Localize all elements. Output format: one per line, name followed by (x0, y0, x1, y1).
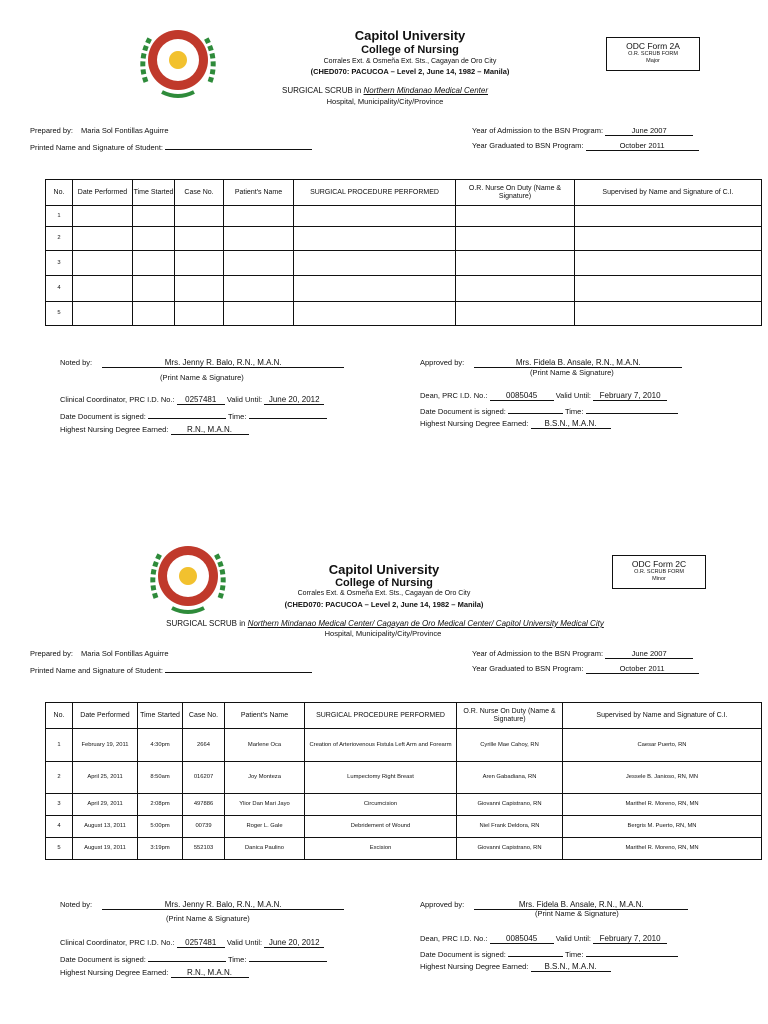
table-row (46, 729, 762, 762)
row-patient: Roger L. Gale (225, 816, 305, 838)
table-row (46, 794, 762, 816)
admission-row (472, 126, 693, 136)
admission-value: June 2007 (605, 649, 693, 659)
table-row (46, 302, 762, 326)
prepared-by-name: Maria Sol Fontillas Aguirre (81, 649, 169, 658)
graduated-label: Year Graduated to BSN Program: (472, 141, 584, 150)
cc-degree: R.N., M.A.N. (171, 968, 249, 978)
row-no: 5 (46, 302, 73, 326)
row-no: 3 (46, 251, 73, 276)
row-procedure (294, 227, 456, 251)
form-code: ODC Form 2C (631, 559, 687, 569)
cc-time-line (249, 953, 327, 962)
table-header-row (46, 180, 762, 206)
cc-valid-label: Valid Until: (226, 938, 263, 947)
col-nurse: O.R. Nurse On Duty (Name & Signature) (457, 703, 563, 729)
row-nurse (456, 206, 575, 227)
cc-date-label: Date Document is signed: (60, 955, 146, 964)
row-procedure (294, 206, 456, 227)
table-row (46, 816, 762, 838)
cc-degree-row (60, 425, 249, 435)
row-case (175, 251, 224, 276)
table-row (46, 762, 762, 794)
cc-degree-label: Highest Nursing Degree Earned: (60, 968, 169, 977)
col-time: Time Started (133, 180, 175, 206)
row-case (175, 206, 224, 227)
row-case: 2664 (183, 729, 225, 762)
printed-name-row (30, 141, 312, 152)
dean-time-line (586, 405, 678, 414)
row-no: 2 (46, 227, 73, 251)
row-nurse: Giovanni Capistrano, RN (457, 794, 563, 816)
row-time (133, 227, 175, 251)
form-type: Major (646, 58, 660, 64)
row-time (133, 206, 175, 227)
university-name: Capitol University (354, 28, 466, 43)
row-supervisor (575, 227, 762, 251)
row-no: 4 (46, 276, 73, 302)
noted-by-label: Noted by: (60, 900, 93, 909)
row-case (175, 276, 224, 302)
graduated-row (472, 141, 699, 151)
cc-degree: R.N., M.A.N. (171, 425, 249, 435)
dean-row (420, 391, 667, 401)
col-no: No. (46, 703, 73, 729)
address: Corrales Ext. & Osmeña Ext. Sts., Cagayan de Oro City (323, 58, 497, 65)
cc-degree-label: Highest Nursing Degree Earned: (60, 425, 169, 434)
dean-valid: February 7, 2010 (593, 391, 667, 401)
graduated-value: October 2011 (586, 664, 699, 674)
row-patient (224, 302, 294, 326)
scrub-line (210, 86, 560, 95)
table-row (46, 838, 762, 860)
dean-label: Dean, PRC I.D. No.: (420, 391, 488, 400)
row-procedure: Creation of Arteriovenous Fistula Left Arm and Forearm (305, 729, 457, 762)
row-supervisor (575, 276, 762, 302)
cc-label: Clinical Coordinator, PRC I.D. No.: (60, 395, 175, 404)
form-name: O.R. SCRUB FORM (628, 51, 678, 57)
row-procedure: Debridement of Wound (305, 816, 457, 838)
dean-id: 0085045 (490, 391, 554, 401)
scrub-label: SURGICAL SCRUB in (281, 86, 362, 95)
cc-date-row (60, 410, 327, 421)
dean-row (420, 934, 667, 944)
approved-print-caption: (Print Name & Signature) (530, 368, 614, 377)
row-patient: Ylior Dan Mari Jayo (225, 794, 305, 816)
row-no: 4 (46, 816, 73, 838)
scrub-location: Northern Mindanao Medical Center (363, 86, 489, 95)
dean-date-row (420, 405, 678, 416)
admission-label: Year of Admission to the BSN Program: (472, 126, 604, 135)
form-code: ODC Form 2A (626, 41, 680, 51)
prepared-by-row (30, 126, 169, 135)
row-nurse (456, 302, 575, 326)
row-date: August 19, 2011 (73, 838, 138, 860)
row-case: 00739 (183, 816, 225, 838)
row-time: 4:30pm (138, 729, 183, 762)
row-supervisor (575, 302, 762, 326)
form-code-box (606, 37, 700, 71)
admission-label: Year of Admission to the BSN Program: (472, 649, 604, 658)
approved-by-label: Approved by: (420, 358, 465, 367)
approved-by-row (420, 358, 682, 368)
noted-by-name: Mrs. Jenny R. Balo, R.N., M.A.N. (102, 358, 344, 368)
row-procedure (294, 302, 456, 326)
col-procedure: SURGICAL PROCEDURE PERFORMED (294, 180, 456, 206)
col-time: Time Started (138, 703, 183, 729)
row-nurse: Aren Gabadiana, RN (457, 762, 563, 794)
dean-date-label: Date Document is signed: (420, 407, 506, 416)
dean-date-row (420, 948, 678, 959)
row-supervisor: Jessele B. Janioso, RN, MN (563, 762, 762, 794)
row-date (73, 276, 133, 302)
col-supervisor: Supervised by Name and Signature of C.I. (563, 703, 762, 729)
row-patient (224, 227, 294, 251)
scrub-label: SURGICAL SCRUB in (166, 619, 246, 628)
graduated-label: Year Graduated to BSN Program: (472, 664, 584, 673)
row-date: August 13, 2011 (73, 816, 138, 838)
address: Corrales Ext. & Osmeña Ext. Sts., Cagayan de Oro City (297, 590, 471, 597)
dean-time-label: Time: (564, 950, 584, 959)
row-supervisor: Marithel R. Moreno, RN, MN (563, 838, 762, 860)
table-row (46, 276, 762, 302)
row-nurse: Cyrille Mae Cahoy, RN (457, 729, 563, 762)
dean-valid-label: Valid Until: (555, 934, 592, 943)
row-time: 2:08pm (138, 794, 183, 816)
row-patient: Joy Monteza (225, 762, 305, 794)
student-signature-line (165, 141, 312, 150)
prepared-by-name: Maria Sol Fontillas Aguirre (81, 126, 169, 135)
dean-valid: February 7, 2010 (593, 934, 667, 944)
dean-id: 0085045 (490, 934, 554, 944)
row-time: 5:00pm (138, 816, 183, 838)
col-date: Date Performed (73, 180, 133, 206)
row-date (73, 251, 133, 276)
row-date (73, 227, 133, 251)
dean-degree: B.S.N., M.A.N. (531, 419, 611, 429)
row-date: April 29, 2011 (73, 794, 138, 816)
graduated-row (472, 664, 699, 674)
dean-time-line (586, 948, 678, 957)
cc-date-line (148, 410, 226, 419)
university-name: Capitol University (328, 562, 440, 577)
noted-by-name: Mrs. Jenny R. Balo, R.N., M.A.N. (102, 900, 344, 910)
cc-id: 0257481 (177, 395, 225, 405)
row-no: 1 (46, 729, 73, 762)
row-procedure (294, 251, 456, 276)
row-patient (224, 206, 294, 227)
college-name: College of Nursing (335, 577, 433, 589)
table-row (46, 227, 762, 251)
prepared-by-row (30, 649, 169, 658)
row-supervisor: Bergris M. Puerto, RN, MN (563, 816, 762, 838)
row-procedure: Circumcision (305, 794, 457, 816)
approved-print-caption: (Print Name & Signature) (535, 909, 619, 918)
admission-value: June 2007 (605, 126, 693, 136)
ched-line: (CHED070: PACUCOA – Level 2, June 14, 1982 – Manila) (310, 67, 510, 76)
dean-degree: B.S.N., M.A.N. (531, 962, 611, 972)
row-supervisor (575, 206, 762, 227)
cc-label: Clinical Coordinator, PRC I.D. No.: (60, 938, 175, 947)
cc-time-line (249, 410, 327, 419)
noted-by-row (60, 358, 344, 368)
printed-name-label: Printed Name and Signature of Student: (30, 143, 164, 152)
row-date: February 19, 2011 (73, 729, 138, 762)
row-time (133, 276, 175, 302)
cc-valid: June 20, 2012 (264, 395, 324, 405)
cc-date-row (60, 953, 327, 964)
col-procedure: SURGICAL PROCEDURE PERFORMED (305, 703, 457, 729)
cc-row (60, 938, 324, 948)
cc-id: 0257481 (177, 938, 225, 948)
dean-degree-label: Highest Nursing Degree Earned: (420, 962, 529, 971)
row-supervisor: Caesar Puerto, RN (563, 729, 762, 762)
row-supervisor: Marithel R. Moreno, RN, MN (563, 794, 762, 816)
row-date (73, 206, 133, 227)
dean-time-label: Time: (564, 407, 584, 416)
row-time (133, 302, 175, 326)
row-date: April 25, 2011 (73, 762, 138, 794)
printed-name-row (30, 664, 312, 675)
noted-by-row (60, 900, 344, 910)
dean-date-label: Date Document is signed: (420, 950, 506, 959)
dean-degree-label: Highest Nursing Degree Earned: (420, 419, 529, 428)
row-procedure: Excision (305, 838, 457, 860)
form-type: Minor (652, 576, 666, 582)
col-case: Case No. (175, 180, 224, 206)
dean-valid-label: Valid Until: (555, 391, 592, 400)
col-nurse: O.R. Nurse On Duty (Name & Signature) (456, 180, 575, 206)
hospital-caption: Hospital, Municipality/City/Province (326, 97, 444, 106)
print-name-caption: (Print Name & Signature) (166, 914, 250, 923)
col-case: Case No. (183, 703, 225, 729)
scrub-line (140, 619, 630, 628)
college-name: College of Nursing (361, 44, 459, 56)
row-procedure (294, 276, 456, 302)
prepared-by-label: Prepared by: (30, 649, 73, 658)
col-patient: Patient's Name (225, 703, 305, 729)
row-patient (224, 251, 294, 276)
cc-degree-row (60, 968, 249, 978)
cc-date-label: Date Document is signed: (60, 412, 146, 421)
col-supervisor: Supervised by Name and Signature of C.I. (575, 180, 762, 206)
scrub-table (45, 179, 762, 326)
approved-by-name: Mrs. Fidela B. Ansale, R.N., M.A.N. (474, 358, 682, 368)
row-patient (224, 276, 294, 302)
printed-name-label: Printed Name and Signature of Student: (30, 666, 164, 675)
row-no: 2 (46, 762, 73, 794)
row-case: 016207 (183, 762, 225, 794)
row-time: 8:50am (138, 762, 183, 794)
cc-valid: June 20, 2012 (264, 938, 324, 948)
cc-valid-label: Valid Until: (226, 395, 263, 404)
hospital-caption: Hospital, Municipality/City/Province (324, 629, 442, 638)
form-name: O.R. SCRUB FORM (634, 569, 684, 575)
row-case (175, 227, 224, 251)
row-time (133, 251, 175, 276)
university-seal-icon (142, 538, 234, 618)
row-no: 5 (46, 838, 73, 860)
row-no: 1 (46, 206, 73, 227)
row-nurse: Giovanni Capistrano, RN (457, 838, 563, 860)
table-row (46, 206, 762, 227)
row-no: 3 (46, 794, 73, 816)
row-nurse: Niel Frank Deldora, RN (457, 816, 563, 838)
dean-degree-row (420, 962, 611, 972)
row-patient: Marlene Oca (225, 729, 305, 762)
dean-label: Dean, PRC I.D. No.: (420, 934, 488, 943)
row-supervisor (575, 251, 762, 276)
row-patient: Danica Paulino (225, 838, 305, 860)
col-no: No. (46, 180, 73, 206)
row-date (73, 302, 133, 326)
cc-time-label: Time: (227, 955, 247, 964)
admission-row (472, 649, 693, 659)
ched-line: (CHED070: PACUCOA – Level 2, June 14, 1982 – Manila) (284, 600, 484, 609)
row-nurse (456, 276, 575, 302)
col-date: Date Performed (73, 703, 138, 729)
row-case: 497886 (183, 794, 225, 816)
table-header-row (46, 703, 762, 729)
graduated-value: October 2011 (586, 141, 699, 151)
cc-row (60, 395, 324, 405)
col-patient: Patient's Name (224, 180, 294, 206)
dean-degree-row (420, 419, 611, 429)
print-name-caption: (Print Name & Signature) (160, 373, 244, 382)
cc-time-label: Time: (227, 412, 247, 421)
scrub-location: Northern Mindanao Medical Center/ Cagayan de Oro Medical Center/ Capitol University Medical City (247, 619, 604, 628)
row-nurse (456, 251, 575, 276)
row-procedure: Lumpectomy Right Breast (305, 762, 457, 794)
row-case: 552103 (183, 838, 225, 860)
prepared-by-label: Prepared by: (30, 126, 73, 135)
approved-by-name: Mrs. Fidela B. Ansale, R.N., M.A.N. (474, 900, 688, 910)
dean-date-line (508, 405, 563, 414)
approved-by-label: Approved by: (420, 900, 465, 909)
student-signature-line (165, 664, 312, 673)
row-case (175, 302, 224, 326)
noted-by-label: Noted by: (60, 358, 93, 367)
form-code-box (612, 555, 706, 589)
cc-date-line (148, 953, 226, 962)
table-row (46, 251, 762, 276)
scrub-table (45, 702, 762, 860)
row-time: 3:19pm (138, 838, 183, 860)
row-nurse (456, 227, 575, 251)
dean-date-line (508, 948, 563, 957)
